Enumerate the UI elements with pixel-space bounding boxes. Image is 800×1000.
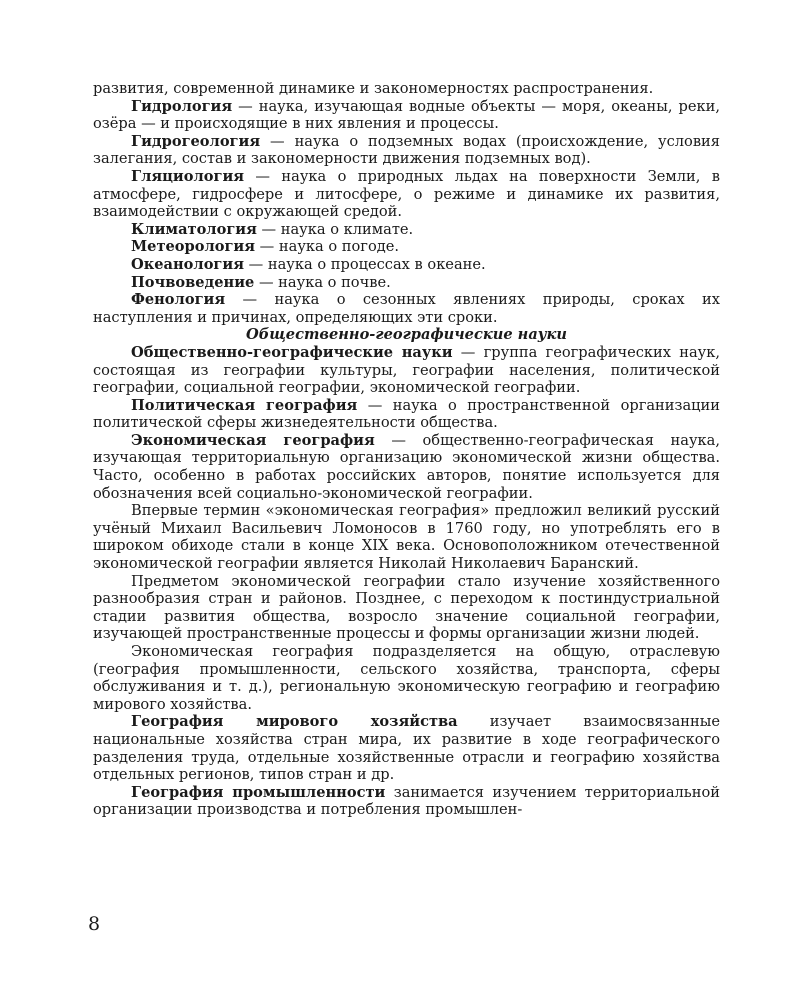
paragraph	[93, 291, 720, 326]
paragraph-text: — наука о сезонных явлениях природы, сроках их наступления и причинах, определяющих эти сроки.	[93, 291, 720, 326]
paragraph-text: — наука о погоде.	[255, 238, 399, 256]
paragraph-text: — группа географических наук, состоящая из географии культуры, географии населения, политической географии, социальной географии, экономической географии.	[93, 343, 720, 397]
term: Фенология	[131, 291, 226, 309]
paragraph-text: — наука, изучающая водные объекты — моря, океаны, реки, озёра — и происходящие в них явления и процессы.	[93, 97, 720, 133]
term: Метеорология	[131, 238, 256, 256]
paragraph-text: развития, современной динамике и закономерностях распространения.	[93, 80, 654, 97]
paragraph-text: Предметом экономической географии стало изучение хозяйственного разнообразия стран и районов. Позднее, с переходом к постиндустриальной стадии развития общества, возросло значение социальной географии, изучающей пространственные процессы и формы организации жизни людей.	[93, 572, 720, 643]
paragraph-text: изучает взаимосвязанные национальные хозяйства стран мира, их развитие в ходе географического разделения труда, отдельные хозяйственные отрасли и географию хозяйства отдельных регионов, типов стран и др.	[93, 713, 720, 784]
paragraph	[93, 784, 720, 819]
paragraph	[93, 256, 720, 274]
term: Океанология	[131, 255, 244, 273]
page-number: 8	[88, 913, 101, 935]
term: Климатология	[131, 220, 257, 238]
term: Гидрогеология	[131, 132, 261, 150]
paragraph-text: — наука о почве.	[254, 273, 391, 291]
paragraph	[93, 98, 720, 133]
paragraph	[93, 133, 720, 168]
term: Гляциология	[131, 167, 245, 185]
paragraph	[93, 168, 720, 221]
paragraph	[93, 643, 720, 713]
term: География промышленности	[131, 783, 386, 801]
paragraph-text: — наука о процессах в океане.	[243, 255, 486, 273]
paragraph	[93, 344, 720, 397]
text-block-natural-sciences	[93, 80, 720, 326]
paragraph	[93, 573, 720, 643]
paragraph	[93, 238, 720, 256]
term: Почвоведение	[131, 273, 255, 291]
paragraph	[93, 713, 720, 783]
paragraph	[93, 221, 720, 239]
paragraph-text: — наука о пространственной организации политической сферы жизнедеятельности общества.	[93, 396, 720, 432]
paragraph	[93, 502, 720, 572]
paragraph-text: Экономическая география подразделяется на общую, отраслевую (география промышленности, сельского хозяйства, транспорта, сферы обслуживания и т. д.), региональную экономическую географию и географию мирового хозяйства.	[93, 643, 720, 713]
page-text	[93, 80, 720, 819]
paragraph-text: — наука о природных льдах на поверхности Земли, в атмосфере, гидросфере и литосфере, о режиме и динамике их развития, взаимодействии с окружающей средой.	[93, 167, 720, 221]
paragraph	[93, 432, 720, 502]
paragraph	[93, 274, 720, 292]
paragraph-text: — общественно-географическая наука, изучающая территориальную организацию экономической жизни общества. Часто, особенно в работах российских авторов, понятие используется для обозначения всей социально-экономической географии.	[93, 431, 720, 502]
term: Экономическая география	[131, 431, 375, 449]
term: Гидрология	[131, 97, 233, 115]
paragraph	[93, 80, 720, 98]
term: Общественно-географические науки	[131, 343, 453, 361]
text-block-social-sciences	[93, 344, 720, 819]
paragraph-text: — наука о подземных водах (происхождение, условия залегания, состав и закономерности движения подземных вод).	[93, 132, 720, 168]
paragraph	[93, 397, 720, 432]
paragraph-text: Впервые термин «экономическая география» предложил великий русский учёный Михаил Васильевич Ломоносов в 1760 году, но употреблять его в широком обиходе стали в конце XIX века. Основоположником отечественной экономической географии является Николай Николаевич Баранский.	[93, 502, 720, 573]
term: Политическая география	[131, 396, 358, 414]
paragraph-text: — наука о климате.	[256, 220, 414, 238]
paragraph-text: занимается изучением территориальной организации производства и потребления промышлен-	[93, 783, 720, 819]
term: География мирового хозяйства	[131, 713, 458, 731]
section-heading: Общественно-географические науки	[246, 326, 567, 344]
